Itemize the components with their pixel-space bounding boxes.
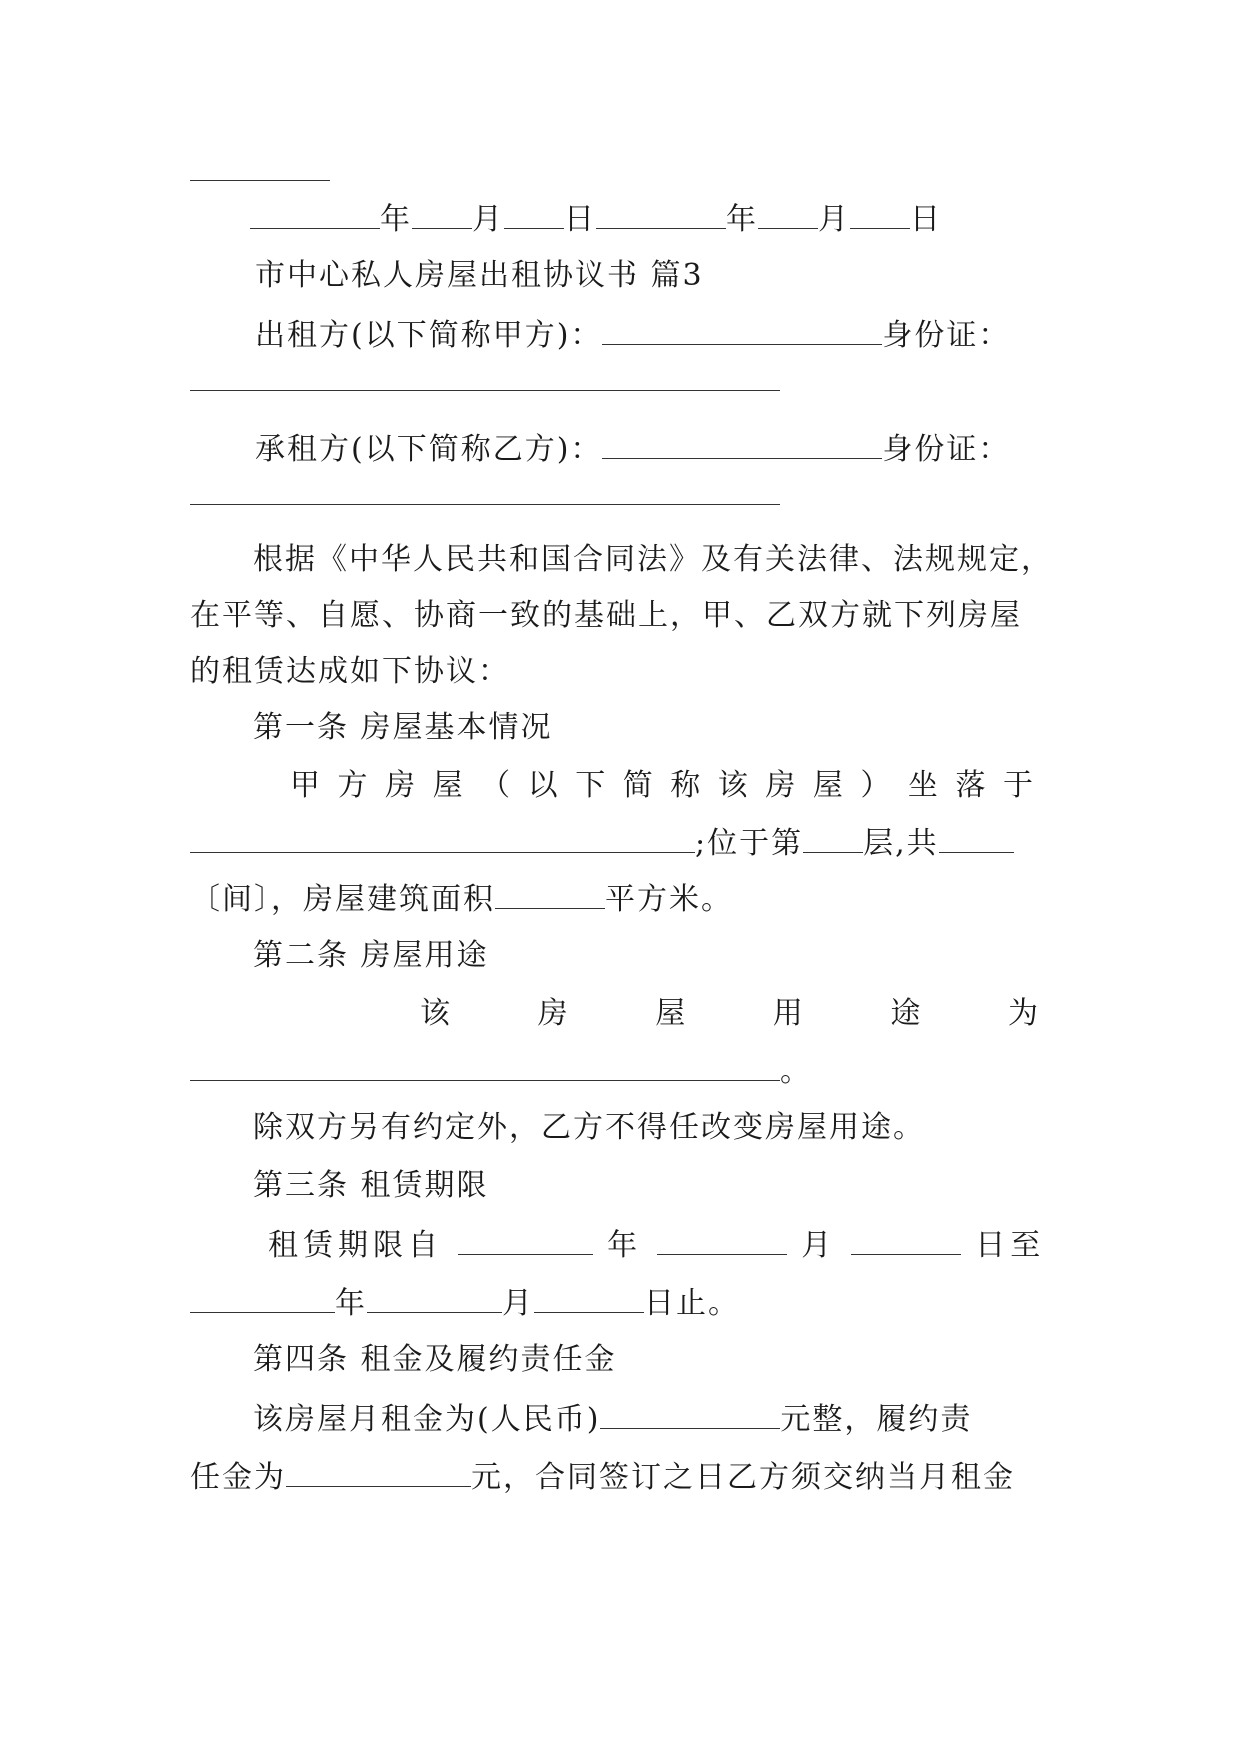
located-label: ;位于第 (695, 826, 804, 861)
article-1-line-2 (190, 822, 1050, 864)
year-label: 年 (380, 202, 412, 237)
char: 屋 (812, 768, 845, 803)
char: 以 (527, 768, 560, 803)
article-2-title: 第二条 房屋用途 (253, 938, 489, 973)
lessor-line (255, 314, 1055, 356)
char: 该 (420, 996, 452, 1031)
char: 方 (337, 768, 370, 803)
lessee-line (255, 428, 1055, 470)
article-1-line-3 (190, 878, 1050, 920)
char: 房 (385, 768, 418, 803)
char: 该 (717, 768, 750, 803)
period: 。 (780, 1054, 812, 1089)
day-end-label: 日止。 (644, 1286, 740, 1321)
article-4-line-2 (190, 1456, 1050, 1498)
char: 甲 (290, 768, 322, 803)
lessee-label: 承租方(以下简称乙方)： (255, 432, 603, 467)
signature-blank (190, 180, 330, 181)
day-to-label: 日至 (975, 1228, 1046, 1263)
month-label: 月 (502, 1286, 534, 1321)
article-2-line-1 (420, 994, 1040, 1034)
intro-line-3: 的租赁达成如下协议： (190, 654, 510, 689)
year-label: 年 (607, 1228, 643, 1263)
char: 落 (955, 768, 988, 803)
signing-dates-line (250, 198, 1110, 240)
char: 房 (537, 996, 570, 1031)
intro-line-1: 根据《中华人民共和国合同法》及有关法律、法规规定， (253, 542, 1053, 577)
day-label: 日 (910, 202, 942, 237)
article-3-line-2 (190, 1282, 1050, 1324)
month-label: 月 (472, 202, 504, 237)
article-3-line-1 (268, 1224, 1128, 1266)
article-4-line-1 (253, 1398, 1113, 1440)
lessor-id-blank (190, 390, 780, 391)
deposit-label: 任金为 (190, 1460, 286, 1495)
article-3-title: 第三条 租赁期限 (253, 1168, 489, 1203)
char: 为 (1007, 996, 1040, 1031)
day-label: 日 (564, 202, 596, 237)
period-from-label: 租赁期限自 (268, 1228, 443, 1263)
floor-label: 层,共 (863, 826, 939, 861)
month-label: 月 (818, 202, 850, 237)
char: 用 (772, 996, 805, 1031)
article-1-title: 第一条 房屋基本情况 (253, 710, 553, 745)
deposit-unit: 元，合同签订之日乙方须交纳当月租金 (471, 1460, 1015, 1495)
lessee-id-blank (190, 504, 780, 505)
lessor-label: 出租方(以下简称甲方)： (255, 318, 603, 353)
char: ） (860, 768, 893, 803)
char: 于 (1002, 768, 1035, 803)
sqm-label: 平方米。 (605, 882, 733, 917)
rooms-label: 〔间〕，房屋建筑面积 (190, 882, 495, 917)
year-label: 年 (726, 202, 758, 237)
rent-unit: 元整，履约责 (780, 1402, 973, 1437)
article-1-line-1 (290, 766, 1035, 806)
char: 称 (670, 768, 703, 803)
char: 下 (575, 768, 608, 803)
char: 坐 (907, 768, 940, 803)
char: （ (480, 768, 513, 803)
section-heading: 市中心私人房屋出租协议书 篇3 (255, 258, 704, 293)
article-2-note: 除双方另有约定外，乙方不得任改变房屋用途。 (253, 1110, 925, 1145)
intro-line-2: 在平等、自愿、协商一致的基础上，甲、乙双方就下列房屋 (190, 598, 1022, 633)
id-label: 身份证： (882, 318, 1011, 353)
article-4-title: 第四条 租金及履约责任金 (253, 1342, 617, 1377)
char: 屋 (655, 996, 688, 1031)
char: 屋 (432, 768, 465, 803)
char: 房 (765, 768, 798, 803)
article-2-line-2 (190, 1050, 1050, 1092)
rent-label: 该房屋月租金为(人民币) (253, 1402, 601, 1437)
month-label: 月 (801, 1228, 837, 1263)
year-label: 年 (335, 1286, 367, 1321)
id-label: 身份证： (882, 432, 1011, 467)
char: 途 (890, 996, 923, 1031)
char: 简 (622, 768, 655, 803)
